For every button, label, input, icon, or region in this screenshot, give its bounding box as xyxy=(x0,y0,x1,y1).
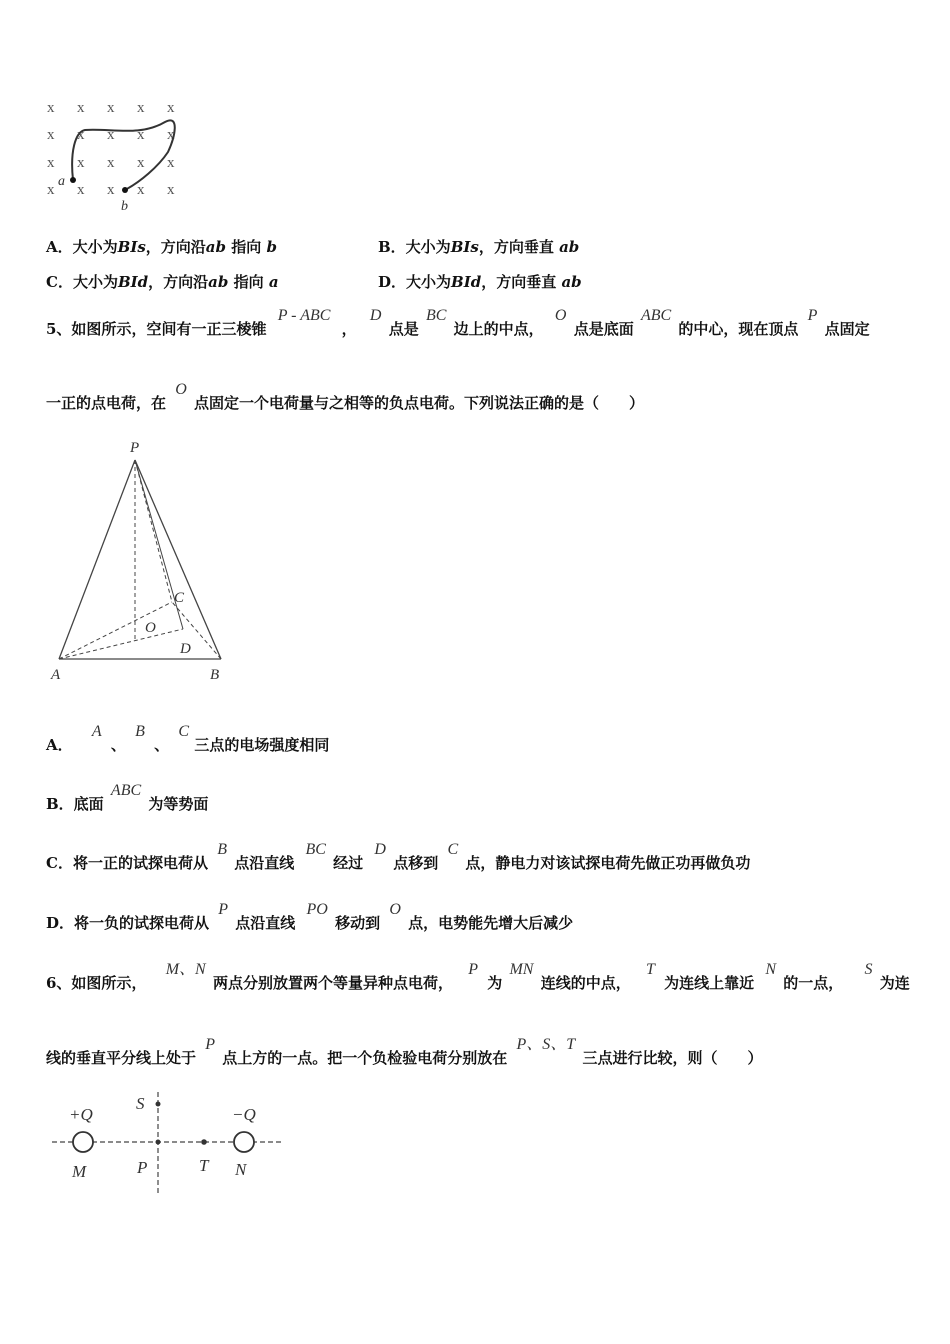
q6-stem-line-2: 线的垂直平分线上处于 P 点上方的一点。把一个负检验电荷分别放在 P、S、T 三点进行比较，则（ ） xyxy=(46,1036,763,1067)
svg-text:x: x xyxy=(137,127,145,143)
label-B: B xyxy=(210,667,220,683)
label-minus-Q: −Q xyxy=(232,1105,256,1124)
magnetic-field-figure xyxy=(40,92,190,217)
q5-stem-line-1: 5、如图所示，空间有一正三棱锥 P - ABC ， D 点是 BC 边上的中点， O 点是底面 ABC 的中心，现在顶点 P 点固定 xyxy=(46,307,870,338)
svg-text:x: x xyxy=(47,100,55,116)
edge-AD xyxy=(59,629,183,659)
pyramid-figure xyxy=(46,434,236,688)
point-b xyxy=(122,187,128,193)
field-x-marks xyxy=(47,100,175,198)
q4-option-d[interactable]: D．大小为BId，方向垂直 ab xyxy=(378,273,582,291)
q6-stem-line-1: 6、如图所示， M、N 两点分别放置两个等量异种点电荷， P 为 MN 连线的中点， T 为连线上靠近 N 的一点， S 为连 xyxy=(46,961,910,992)
wire-curve xyxy=(72,120,175,190)
label-C: C xyxy=(174,590,185,606)
edge-PC xyxy=(135,460,172,602)
svg-text:x: x xyxy=(77,127,85,143)
svg-text:x: x xyxy=(167,127,175,143)
q5-option-a[interactable]: A． A 、 B 、 C 三点的电场强度相同 xyxy=(46,723,330,754)
q5-option-b[interactable]: B．底面 ABC 为等势面 xyxy=(46,782,209,813)
point-P xyxy=(156,1140,161,1145)
svg-text:x: x xyxy=(107,100,115,116)
svg-text:x: x xyxy=(137,155,145,171)
label-T: T xyxy=(199,1156,209,1175)
point-a xyxy=(70,177,76,183)
point-S xyxy=(156,1102,161,1107)
charge-N-circle xyxy=(234,1132,254,1152)
edge-PA xyxy=(59,460,135,659)
charge-M-circle xyxy=(73,1132,93,1152)
svg-text:x: x xyxy=(47,182,55,198)
svg-text:x: x xyxy=(137,100,145,116)
q5-option-d[interactable]: D．将一负的试探电荷从 P 点沿直线 PO 移动到 O 点，电势能先增大后减少 xyxy=(46,901,574,932)
label-b: b xyxy=(121,199,128,214)
q5-stem-line-2: 一正的点电荷，在 O 点固定一个电荷量与之相等的负点电荷。下列说法正确的是（ ） xyxy=(46,381,645,412)
label-S: S xyxy=(136,1094,145,1113)
q5-option-c[interactable]: C．将一正的试探电荷从 B 点沿直线 BC 经过 D 点移到 C 点，静电力对该试探电荷先做正功再做负功 xyxy=(46,841,751,872)
svg-text:x: x xyxy=(77,182,85,198)
svg-text:x: x xyxy=(77,155,85,171)
svg-text:x: x xyxy=(167,155,175,171)
svg-text:x: x xyxy=(107,155,115,171)
svg-text:x: x xyxy=(47,127,55,143)
svg-text:x: x xyxy=(167,182,175,198)
label-a: a xyxy=(58,174,65,189)
svg-text:x: x xyxy=(167,100,175,116)
svg-text:x: x xyxy=(107,127,115,143)
svg-text:x: x xyxy=(47,155,55,171)
svg-text:x: x xyxy=(137,182,145,198)
q4-option-c[interactable]: C．大小为BId，方向沿ab 指向 a xyxy=(46,273,279,291)
charges-figure xyxy=(46,1088,286,1198)
q4-option-a[interactable]: A．大小为BIs，方向沿ab 指向 b xyxy=(46,238,277,256)
label-O: O xyxy=(145,620,156,636)
label-D: D xyxy=(180,641,191,657)
point-T xyxy=(201,1139,207,1145)
svg-text:x: x xyxy=(107,182,115,198)
svg-text:x: x xyxy=(77,100,85,116)
label-P: P xyxy=(130,440,140,456)
label-A: A xyxy=(51,667,61,683)
label-M: M xyxy=(72,1162,87,1181)
label-N: N xyxy=(235,1160,247,1179)
label-P: P xyxy=(137,1158,148,1177)
q4-option-b[interactable]: B．大小为BIs，方向垂直 ab xyxy=(378,238,580,256)
label-plus-Q: +Q xyxy=(69,1105,93,1124)
